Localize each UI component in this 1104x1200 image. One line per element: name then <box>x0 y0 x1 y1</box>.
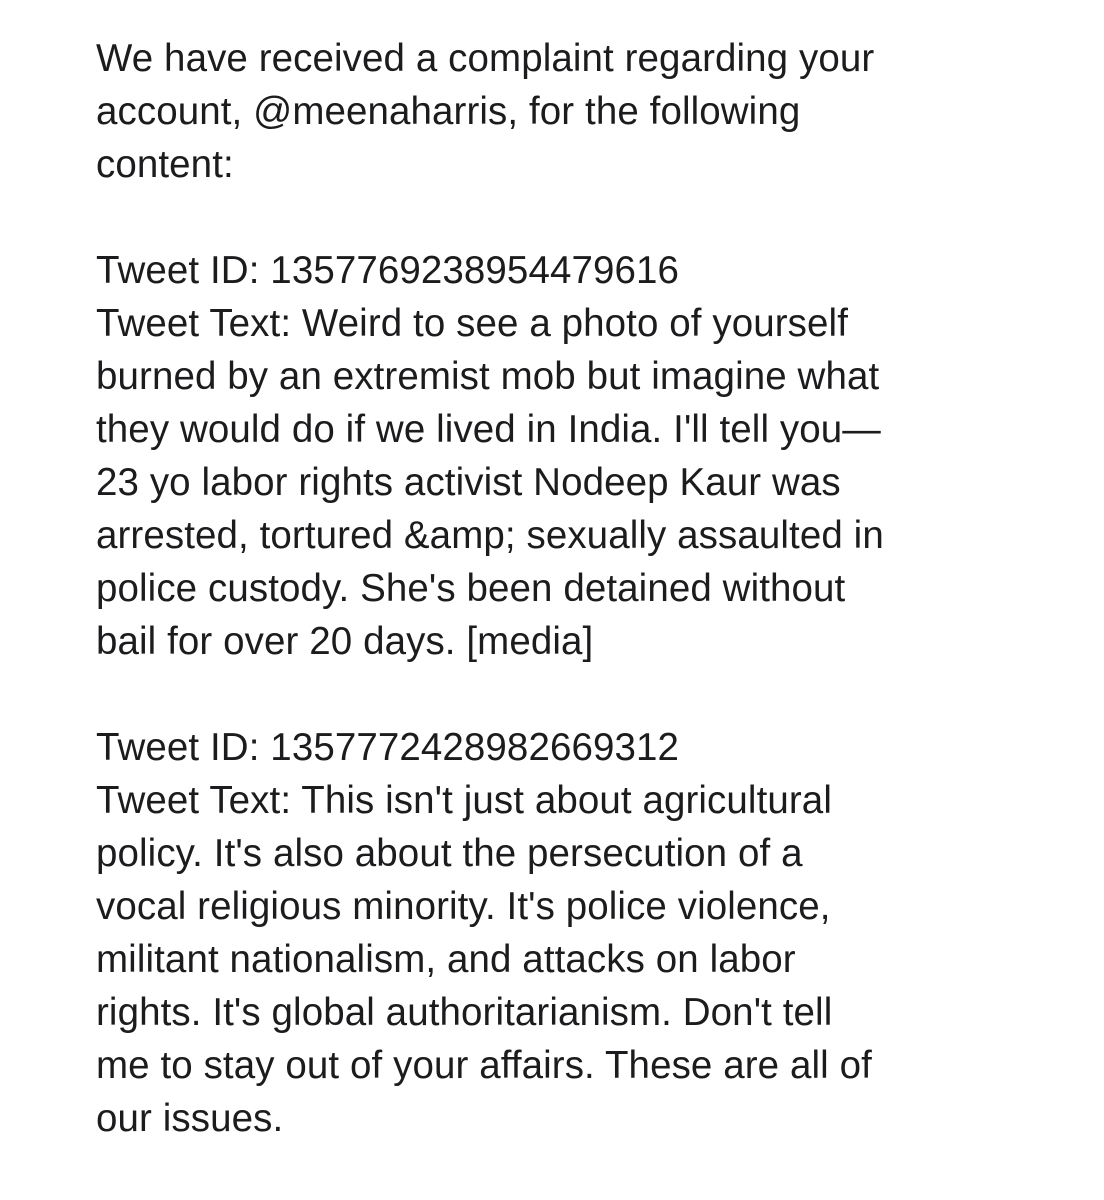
tweet-id: Tweet ID: 1357769238954479616 <box>96 249 680 292</box>
tweet-text-line: me to stay out of your affairs. These are all of <box>96 1044 872 1087</box>
intro-line: content: <box>96 143 234 186</box>
intro-line: We have received a complaint regarding your <box>96 37 875 80</box>
intro-line: account, @meenaharris, for the following <box>96 90 801 133</box>
tweet-block-2 <box>96 721 1086 1145</box>
tweet-text-line: vocal religious minority. It's police violence, <box>96 885 831 928</box>
tweet-text-line: bail for over 20 days. [media] <box>96 620 594 663</box>
tweet-block-1 <box>96 244 1086 668</box>
email-body <box>96 32 1086 1198</box>
tweet-text-line: they would do if we lived in India. I'll tell you— <box>96 408 881 451</box>
tweet-text-line: militant nationalism, and attacks on labor <box>96 938 796 981</box>
tweet-text-line: Tweet Text: Weird to see a photo of yourself <box>96 302 848 345</box>
tweet-text-line: 23 yo labor rights activist Nodeep Kaur was <box>96 461 841 504</box>
tweet-text-line: arrested, tortured &amp; sexually assaulted in <box>96 514 884 557</box>
tweet-text-line: burned by an extremist mob but imagine what <box>96 355 880 398</box>
tweet-text-line: rights. It's global authoritarianism. Don't tell <box>96 991 833 1034</box>
tweet-id: Tweet ID: 1357772428982669312 <box>96 726 680 769</box>
complaint-intro <box>96 32 1086 191</box>
tweet-text-line: policy. It's also about the persecution of a <box>96 832 803 875</box>
tweet-text-line: Tweet Text: This isn't just about agricultural <box>96 779 832 822</box>
tweet-text-line: our issues. <box>96 1097 284 1140</box>
tweet-text-line: police custody. She's been detained without <box>96 567 846 610</box>
